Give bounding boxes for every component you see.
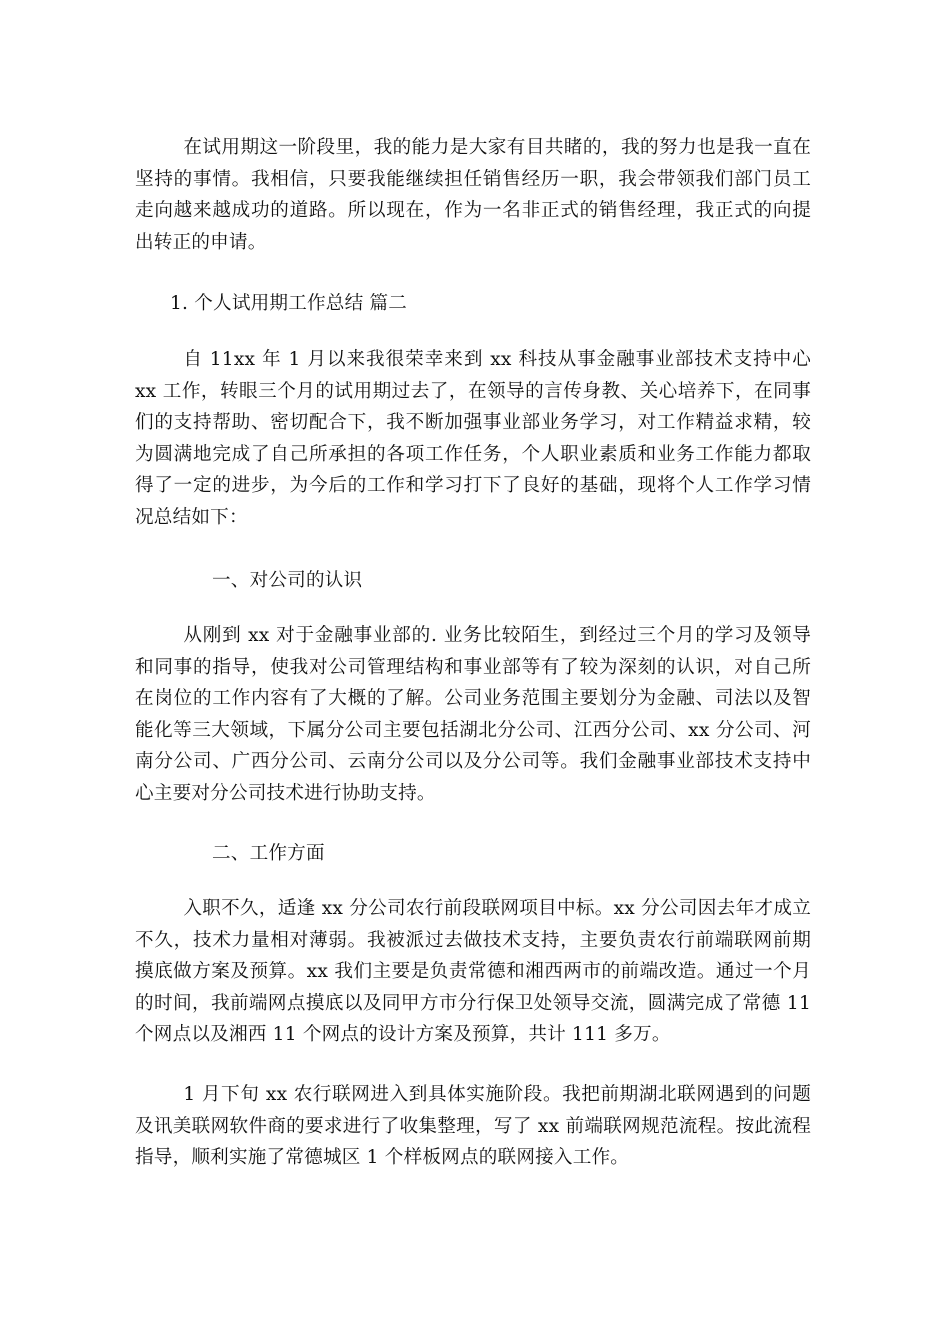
- paragraph-intro: 在试用期这一阶段里，我的能力是大家有目共睹的，我的努力也是我一直在坚持的事情。我相信，只要我能继续担任销售经历一职，我会带领我们部门员工走向越来越成功的道路。所以现在，作为一名非正式的销售经理，我正式的向提出转正的申请。: [135, 137, 811, 253]
- heading-company-understanding: 一、对公司的认识: [212, 570, 363, 591]
- section-title: 1. 个人试用期工作总结 篇二: [170, 293, 408, 314]
- paragraph-overview: 自 11xx 年 1 月以来我很荣幸来到 xx 科技从事金融事业部技术支持中心 xx 工作，转眼三个月的试用期过去了，在领导的言传身教、关心培养下，在同事们的支持帮助、密切配合下，我不断加强事业部业务学习，对工作精益求精，较为圆满地完成了自己所承担的各项工作任务，个人职业素质和业务工作能力都取得了一定的进步，为今后的工作和学习打下了良好的基础，现将个人工作学习情况总结如下：: [135, 349, 811, 528]
- paragraph-work-2: 1 月下旬 xx 农行联网进入到具体实施阶段。我把前期湖北联网遇到的问题及讯美联网软件商的要求进行了收集整理，写了 xx 前端联网规范流程。按此流程指导，顺利实施了常德城区 1 个样板网点的联网接入工作。: [135, 1084, 811, 1168]
- paragraph-company-understanding: 从刚到 xx 对于金融事业部的. 业务比较陌生，到经过三个月的学习及领导和同事的指导，使我对公司管理结构和事业部等有了较为深刻的认识，对自己所在岗位的工作内容有了大概的了解。公司业务范围主要划分为金融、司法以及智能化等三大领域，下属分公司主要包括湖北分公司、江西分公司、xx 分公司、河南分公司、广西分公司、云南分公司以及分公司等。我们金融事业部技术支持中心主要对分公司技术进行协助支持。: [135, 625, 811, 804]
- heading-work: 二、工作方面: [212, 843, 325, 864]
- paragraph-work-1: 入职不久，适逢 xx 分公司农行前段联网项目中标。xx 分公司因去年才成立不久，技术力量相对薄弱。我被派过去做技术支持，主要负责农行前端联网前期摸底做方案及预算。xx 我们主要是负责常德和湘西两市的前端改造。通过一个月的时间，我前端网点摸底以及同甲方市分行保卫处领导交流，圆满完成了常德 11 个网点以及湘西 11 个网点的设计方案及预算，共计 111 多万。: [135, 898, 811, 1045]
